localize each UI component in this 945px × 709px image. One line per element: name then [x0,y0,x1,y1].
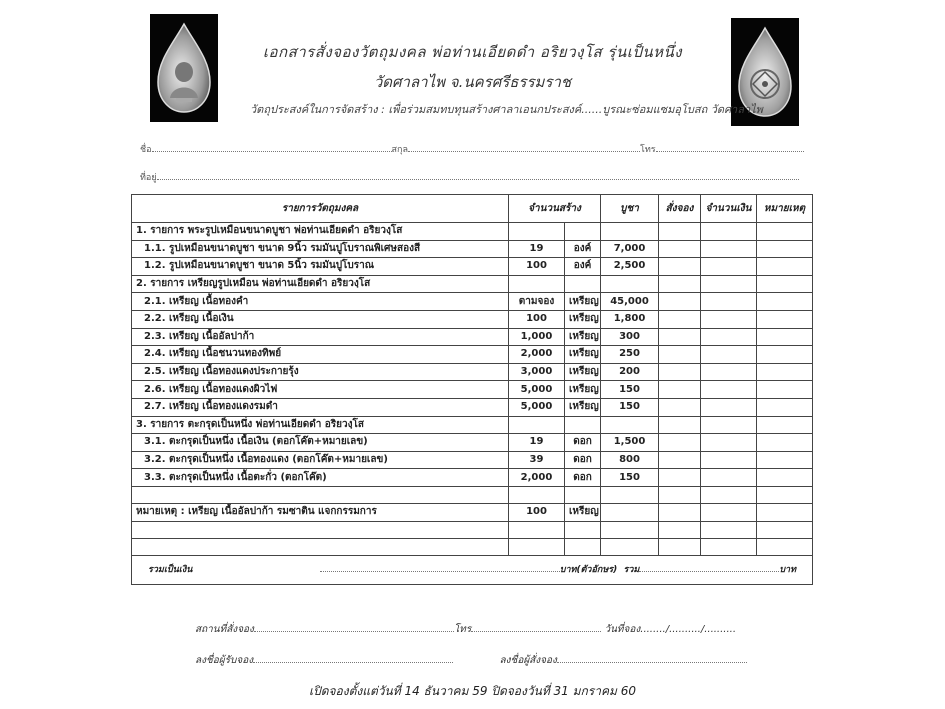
row-remark-cell[interactable] [757,503,813,521]
row-amount-cell[interactable] [701,275,757,293]
table-blank-row [132,521,813,538]
amulet-front-image [150,14,218,122]
row-item: 2. รายการ เหรียญรูปเหมือน พ่อท่านเอียดดำ อริยวงฺโส [132,275,509,293]
table-group-row [132,223,813,241]
row-amount-cell[interactable] [701,328,757,346]
row-unit: เหรียญ [565,363,601,381]
row-item: 2.2. เหรียญ เนื้อเงิน [132,310,509,328]
temple-name: วัดศาลาไพ จ.นครศรีธรรมราช [373,73,572,91]
receiver-label: ลงชื่อผู้รับจอง [195,655,254,666]
row-price [601,503,659,521]
row-amount-cell[interactable] [701,416,757,434]
row-order-cell[interactable] [659,434,701,452]
row-order-cell[interactable] [659,398,701,416]
row-quantity: 2,000 [509,469,565,487]
row-unit: เหรียญ [565,310,601,328]
row-amount-cell[interactable] [701,310,757,328]
phone-label: โทร [639,145,656,155]
table-row [132,451,813,469]
row-price: 1,500 [601,434,659,452]
table-row [132,310,813,328]
row-quantity: 39 [509,451,565,469]
row-remark-cell[interactable] [757,223,813,241]
row-quantity: 100 [509,503,565,521]
row-quantity [509,521,565,538]
row-remark-cell[interactable] [757,538,813,555]
address-field[interactable] [157,171,799,180]
row-unit: เหรียญ [565,381,601,399]
row-order-cell[interactable] [659,240,701,258]
header-order: สั่งจอง [659,195,701,223]
row-unit [565,416,601,434]
row-quantity [509,538,565,555]
row-unit: เหรียญ [565,398,601,416]
amulet-front-icon [154,20,214,116]
row-remark-cell[interactable] [757,486,813,503]
row-amount-cell[interactable] [701,223,757,241]
row-remark-cell[interactable] [757,293,813,311]
row-remark-cell[interactable] [757,240,813,258]
row-unit: ดอก [565,434,601,452]
table-row [132,293,813,311]
row-price: 2,500 [601,258,659,276]
row-unit: องค์ [565,240,601,258]
row-item: 3.2. ตะกรุดเป็นหนึ่ง เนื้อทองแดง (ตอกโค๊ต+หมายเลข) [132,451,509,469]
row-amount-cell[interactable] [701,398,757,416]
purpose-text: วัตถุประสงค์ในการจัดสร้าง : เพื่อร่วมสมทบทุนสร้างศาลาเอนกประสงค์......บูรณะซ่อมแซมอุโบสถ วัดศาลาไพ [250,103,763,116]
name-field[interactable] [152,143,392,152]
row-quantity [509,416,565,434]
row-remark-cell[interactable] [757,363,813,381]
row-price: 250 [601,346,659,364]
row-unit [565,223,601,241]
total-baht-label: บาท [779,564,797,575]
row-order-cell[interactable] [659,293,701,311]
row-order-cell[interactable] [659,451,701,469]
table-row [132,469,813,487]
row-price [601,486,659,503]
row-remark-cell[interactable] [757,451,813,469]
row-price [601,275,659,293]
table-row [132,240,813,258]
row-order-cell[interactable] [659,503,701,521]
row-quantity: 3,000 [509,363,565,381]
row-order-cell[interactable] [659,346,701,364]
total-row [132,555,813,584]
row-remark-cell[interactable] [757,310,813,328]
table-row [132,434,813,452]
table-blank-row [132,486,813,503]
row-item [132,538,509,555]
total-text-field[interactable] [320,565,560,572]
row-unit [565,521,601,538]
total-sum-field[interactable] [639,565,779,572]
row-item: 2.1. เหรียญ เนื้อทองคำ [132,293,509,311]
row-unit: เหรียญ [565,503,601,521]
table-row [132,346,813,364]
row-quantity [509,486,565,503]
row-amount-cell[interactable] [701,469,757,487]
header-remark: หมายเหตุ [757,195,813,223]
row-quantity [509,223,565,241]
orderer-label: ลงชื่อผู้สั่งจอง [499,655,557,666]
header-price: บูชา [601,195,659,223]
row-order-cell[interactable] [659,416,701,434]
footer-phone-field[interactable] [471,623,601,632]
row-price: 150 [601,469,659,487]
row-order-cell[interactable] [659,223,701,241]
address-field-row [140,170,799,184]
row-quantity: 19 [509,240,565,258]
table-group-row [132,416,813,434]
row-amount-cell[interactable] [701,363,757,381]
table-row [132,503,813,521]
row-remark-cell[interactable] [757,398,813,416]
row-item: 2.3. เหรียญ เนื้ออัลปาก้า [132,328,509,346]
document-title: เอกสารสั่งจองวัตถุมงคล พ่อท่านเอียดดำ อริยวงฺโส รุ่นเป็นหนึ่ง [262,43,683,61]
row-unit: องค์ [565,258,601,276]
row-remark-cell[interactable] [757,434,813,452]
row-quantity: 1,000 [509,328,565,346]
row-remark-cell[interactable] [757,346,813,364]
row-amount-cell[interactable] [701,486,757,503]
row-amount-cell[interactable] [701,451,757,469]
row-quantity [509,275,565,293]
row-quantity: 5,000 [509,381,565,399]
name-label: ชื่อ [140,145,152,155]
row-item: 3.3. ตะกรุดเป็นหนึ่ง เนื้อตะกั่ว (ตอกโค๊ต) [132,469,509,487]
row-amount-cell[interactable] [701,346,757,364]
total-text-label: บาท(ตัวอักษร) [559,564,618,575]
row-item: 1.1. รูปเหมือนขนาดบูชา ขนาด 9นิ้ว รมมันปูโบราณพิเศษสองสี [132,240,509,258]
row-unit [565,538,601,555]
phone-field[interactable] [656,143,804,152]
row-order-cell[interactable] [659,486,701,503]
surname-field[interactable] [408,143,640,152]
orderer-signature-field[interactable] [557,654,747,663]
booking-period: เปิดจองตั้งแต่วันที่ 14 ธันวาคม 59 ปิดจองวันที่ 31 มกราคม 60 [308,684,637,698]
total-label: รวมเป็นเงิน [148,564,193,575]
row-order-cell[interactable] [659,381,701,399]
table-row [132,381,813,399]
row-price: 300 [601,328,659,346]
row-quantity: 100 [509,310,565,328]
row-item: 3. รายการ ตะกรุดเป็นหนึ่ง พ่อท่านเอียดดำ อริยวงฺโส [132,416,509,434]
row-quantity: 2,000 [509,346,565,364]
row-item: 1.2. รูปเหมือนขนาดบูชา ขนาด 5นิ้ว รมมันปูโบราณ [132,258,509,276]
row-remark-cell[interactable] [757,521,813,538]
row-order-cell[interactable] [659,521,701,538]
row-item: 1. รายการ พระรูปเหมือนขนาดบูชา พ่อท่านเอียดดำ อริยวงฺโส [132,223,509,241]
row-amount-cell[interactable] [701,240,757,258]
row-remark-cell[interactable] [757,469,813,487]
row-quantity: 100 [509,258,565,276]
place-row [195,622,736,637]
row-unit: ดอก [565,451,601,469]
row-price: 45,000 [601,293,659,311]
row-unit: เหรียญ [565,346,601,364]
signature-row [195,653,747,668]
total-sum-label: รวม [623,564,640,575]
place-label: สถานที่สั่งจอง [195,624,254,635]
row-item: 2.6. เหรียญ เนื้อทองแดงผิวไฟ [132,381,509,399]
row-remark-cell[interactable] [757,275,813,293]
table-row [132,398,813,416]
row-amount-cell[interactable] [701,258,757,276]
order-table [131,194,813,585]
row-unit: เหรียญ [565,293,601,311]
row-unit: ดอก [565,469,601,487]
row-item [132,486,509,503]
address-label: ที่อยู่ [140,173,157,183]
row-price [601,416,659,434]
date-label: วันที่จอง [604,624,641,635]
place-field[interactable] [254,623,454,632]
row-unit [565,275,601,293]
table-row [132,363,813,381]
table-row [132,328,813,346]
row-price: 7,000 [601,240,659,258]
row-amount-cell[interactable] [701,381,757,399]
table-group-row [132,275,813,293]
row-order-cell[interactable] [659,538,701,555]
table-header-row [132,195,813,223]
row-order-cell[interactable] [659,469,701,487]
row-unit: เหรียญ [565,328,601,346]
row-order-cell[interactable] [659,258,701,276]
table-blank-row [132,538,813,555]
row-item: 2.4. เหรียญ เนื้อชนวนทองทิพย์ [132,346,509,364]
row-remark-cell[interactable] [757,328,813,346]
row-order-cell[interactable] [659,275,701,293]
row-price: 200 [601,363,659,381]
row-price: 150 [601,381,659,399]
row-item [132,521,509,538]
surname-label: สกุล [391,145,408,155]
row-item: หมายเหตุ : เหรียญ เนื้ออัลปาก้า รมซาติน แจกกรรมการ [132,503,509,521]
header-quantity: จำนวนสร้าง [509,195,601,223]
row-order-cell[interactable] [659,328,701,346]
row-amount-cell[interactable] [701,503,757,521]
row-amount-cell[interactable] [701,538,757,555]
row-amount-cell[interactable] [701,293,757,311]
row-remark-cell[interactable] [757,258,813,276]
row-quantity: 5,000 [509,398,565,416]
row-price [601,538,659,555]
table-row [132,258,813,276]
row-remark-cell[interactable] [757,381,813,399]
date-field[interactable]: ......../........../.......... [640,624,737,635]
row-order-cell[interactable] [659,310,701,328]
row-item: 2.5. เหรียญ เนื้อทองแดงประกายรุ้ง [132,363,509,381]
row-quantity: 19 [509,434,565,452]
row-price: 150 [601,398,659,416]
row-amount-cell[interactable] [701,521,757,538]
row-price: 1,800 [601,310,659,328]
row-unit [565,486,601,503]
receiver-signature-field[interactable] [253,654,453,663]
header-amount: จำนวนเงิน [701,195,757,223]
header-item: รายการวัตถุมงคล [132,195,509,223]
row-remark-cell[interactable] [757,416,813,434]
row-order-cell[interactable] [659,363,701,381]
footer-phone-label: โทร [453,624,472,635]
row-item: 3.1. ตะกรุดเป็นหนึ่ง เนื้อเงิน (ตอกโค๊ต+หมายเลข) [132,434,509,452]
row-price: 800 [601,451,659,469]
row-amount-cell[interactable] [701,434,757,452]
name-field-row [140,142,804,156]
row-price [601,521,659,538]
row-quantity: ตามจอง [509,293,565,311]
row-item: 2.7. เหรียญ เนื้อทองแดงรมดำ [132,398,509,416]
row-price [601,223,659,241]
